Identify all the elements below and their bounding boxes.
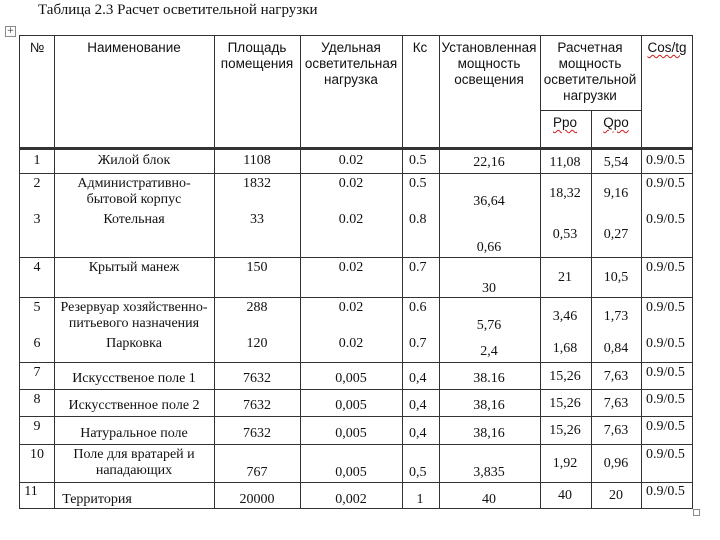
- header-calculated-power: Расчетная мощность осветительной нагрузки: [543, 40, 637, 103]
- cell-ppo: 3,46: [552, 309, 578, 324]
- cell-ppo: 40: [558, 488, 572, 503]
- cell-qpo: 1,73: [603, 309, 629, 324]
- cell-kc: 0,4: [409, 398, 427, 413]
- cell-specific-load: 0,002: [335, 492, 367, 507]
- cell-number: 10: [30, 447, 44, 462]
- rule: [692, 35, 693, 509]
- cell-name: Крытый манеж: [88, 260, 180, 275]
- cell-specific-load: 0,005: [335, 398, 367, 413]
- cell-specific-load: 0.02: [338, 336, 364, 351]
- cell-number: 3: [33, 212, 41, 227]
- cell-kc: 0.5: [409, 176, 427, 191]
- header-area: Площадь помещения: [220, 40, 294, 71]
- cell-cos-tg: 0.9/0.5: [646, 260, 685, 275]
- cell-cos-tg: 0.9/0.5: [646, 212, 685, 227]
- cell-specific-load: 0,005: [335, 465, 367, 480]
- cell-area: 120: [246, 336, 268, 351]
- cell-qpo: 7,63: [603, 423, 629, 438]
- cell-kc: 0,5: [409, 465, 427, 480]
- header-name: Наименование: [87, 40, 181, 55]
- cell-specific-load: 0,005: [335, 426, 367, 441]
- cell-area: 20000: [239, 492, 275, 507]
- cell-installed: 38,16: [473, 426, 505, 441]
- table-move-handle-icon[interactable]: +: [6, 26, 15, 36]
- cell-area: 288: [246, 300, 268, 315]
- header-number: №: [29, 40, 45, 55]
- rule: [402, 35, 403, 509]
- cell-ppo: 11,08: [549, 155, 581, 170]
- cell-area: 150: [246, 260, 268, 275]
- header-ppo: Рро: [552, 115, 578, 130]
- cell-ppo: 15,26: [549, 423, 581, 438]
- cell-area: 767: [246, 465, 268, 480]
- cell-qpo: 0,96: [603, 456, 629, 471]
- cell-area: 33: [250, 212, 264, 227]
- cell-ppo: 21: [558, 270, 572, 285]
- cell-ppo: 18,32: [549, 186, 581, 201]
- rule: [300, 35, 301, 509]
- cell-installed: 36,64: [473, 194, 505, 209]
- cell-kc: 0.7: [409, 336, 427, 351]
- cell-specific-load: 0.02: [338, 176, 364, 191]
- cell-kc: 1: [416, 492, 424, 507]
- cell-ppo: 15,26: [549, 396, 581, 411]
- cell-ppo: 15,26: [549, 369, 581, 384]
- rule: [214, 35, 215, 509]
- header-cos-tg: Cos/tg: [647, 40, 687, 55]
- cell-specific-load: 0.02: [338, 260, 364, 275]
- cell-installed: 22,16: [473, 155, 505, 170]
- cell-ppo: 1,92: [552, 456, 578, 471]
- cell-area: 7632: [243, 426, 271, 441]
- cell-ppo: 1,68: [552, 341, 578, 356]
- cell-number: 9: [33, 419, 41, 434]
- cell-area: 1108: [243, 153, 271, 168]
- cell-kc: 0.7: [409, 260, 427, 275]
- rule: [19, 35, 20, 509]
- cell-ppo: 0,53: [552, 227, 578, 242]
- rule: [19, 35, 693, 36]
- rule: [641, 35, 642, 509]
- cell-area: 1832: [243, 176, 271, 191]
- cell-kc: 0,4: [409, 426, 427, 441]
- cell-specific-load: 0.02: [338, 153, 364, 168]
- cell-kc: 0.8: [409, 212, 427, 227]
- cell-kc: 0.5: [409, 153, 427, 168]
- cell-qpo: 0,84: [603, 341, 629, 356]
- cell-name: Котельная: [103, 212, 165, 227]
- cell-name: Парковка: [106, 336, 162, 351]
- cell-number: 8: [33, 392, 41, 407]
- cell-installed: 38.16: [473, 371, 505, 386]
- cell-number: 1: [33, 153, 41, 168]
- rule: [54, 35, 55, 509]
- rule: [591, 110, 592, 509]
- cell-name: Административно- бытовой корпус: [77, 176, 191, 207]
- cell-name: Искусственное поле 2: [68, 398, 200, 413]
- header-installed-power: Установленная мощность освещения: [441, 40, 537, 87]
- cell-installed: 30: [482, 281, 496, 296]
- cell-installed: 38,16: [473, 398, 505, 413]
- cell-installed: 5,76: [476, 318, 502, 333]
- cell-name: Натуральное поле: [80, 426, 188, 441]
- table-caption: Таблица 2.3 Расчет осветительной нагрузки: [38, 2, 318, 18]
- cell-qpo: 7,63: [603, 396, 629, 411]
- cell-specific-load: 0,005: [335, 371, 367, 386]
- header-qpo: Qро: [603, 115, 629, 130]
- cell-cos-tg: 0.9/0.5: [646, 419, 685, 434]
- header-kc: Кс: [412, 40, 428, 55]
- cell-kc: 0,4: [409, 371, 427, 386]
- cell-area: 7632: [243, 371, 271, 386]
- header-specific-load: Удельная осветительная нагрузка: [304, 40, 398, 87]
- cell-cos-tg: 0.9/0.5: [646, 176, 685, 191]
- cell-installed: 3,835: [473, 465, 505, 480]
- cell-number: 7: [33, 365, 41, 380]
- cell-number: 6: [33, 336, 41, 351]
- cell-name: Искусственое поле 1: [72, 371, 196, 386]
- cell-number: 2: [33, 176, 41, 191]
- cell-name: Резервуар хозяйственно- питьевого назначения: [60, 300, 208, 331]
- cell-name: Поле для вратарей и нападающих: [73, 447, 195, 478]
- cell-cos-tg: 0.9/0.5: [646, 153, 685, 168]
- cell-kc: 0.6: [409, 300, 427, 315]
- cell-number: 4: [33, 260, 41, 275]
- cell-name: Жилой блок: [97, 153, 171, 168]
- cell-cos-tg: 0.9/0.5: [646, 447, 685, 462]
- rule: [439, 35, 440, 509]
- cell-installed: 40: [482, 492, 496, 507]
- cell-qpo: 7,63: [603, 369, 629, 384]
- cell-specific-load: 0.02: [338, 212, 364, 227]
- cell-number: 11: [24, 484, 38, 499]
- cell-name: Территория: [62, 492, 132, 507]
- cell-installed: 0,66: [476, 240, 502, 255]
- cell-cos-tg: 0.9/0.5: [646, 300, 685, 315]
- table-resize-handle-icon[interactable]: [693, 509, 700, 516]
- cell-qpo: 9,16: [603, 186, 629, 201]
- cell-specific-load: 0.02: [338, 300, 364, 315]
- cell-cos-tg: 0.9/0.5: [646, 365, 685, 380]
- cell-cos-tg: 0.9/0.5: [646, 336, 685, 351]
- cell-installed: 2,4: [480, 344, 498, 359]
- cell-qpo: 10,5: [603, 270, 629, 285]
- cell-qpo: 20: [609, 488, 623, 503]
- cell-cos-tg: 0.9/0.5: [646, 484, 685, 499]
- cell-area: 7632: [243, 398, 271, 413]
- cell-number: 5: [33, 300, 41, 315]
- cell-qpo: 5,54: [603, 155, 629, 170]
- rule: [540, 35, 541, 509]
- cell-cos-tg: 0.9/0.5: [646, 392, 685, 407]
- cell-qpo: 0,27: [603, 227, 629, 242]
